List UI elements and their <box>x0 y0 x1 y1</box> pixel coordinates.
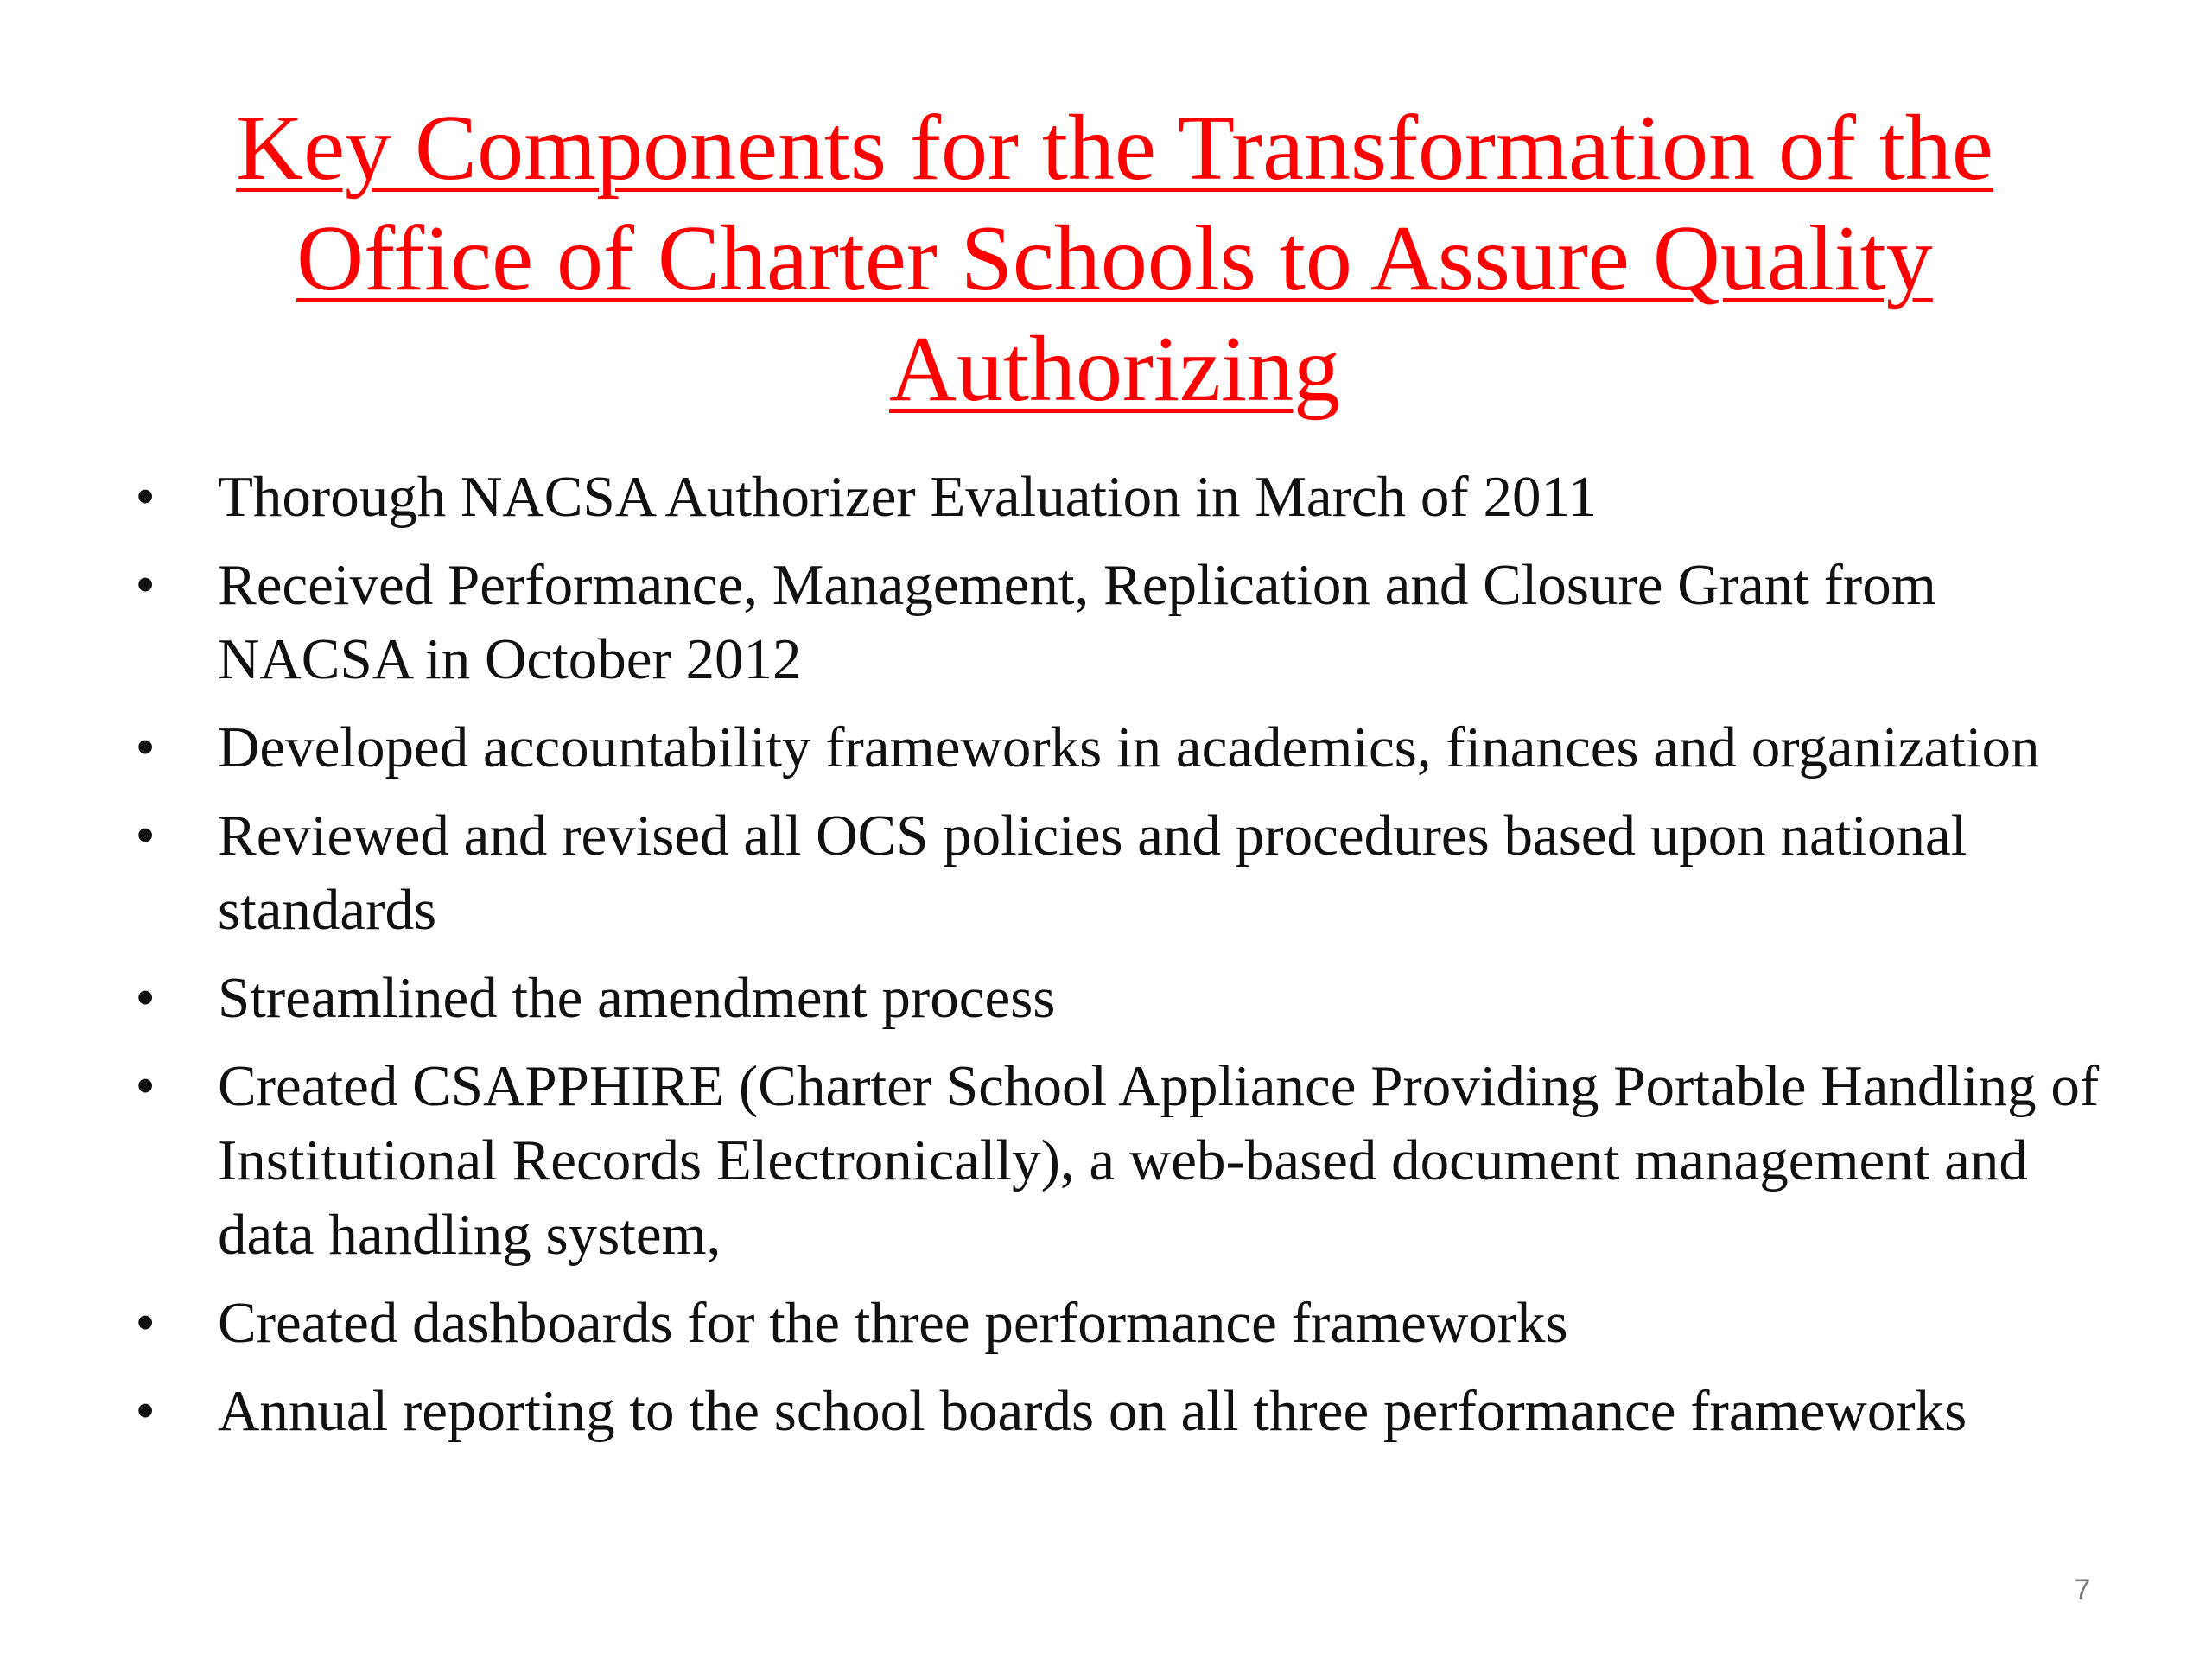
slide-title <box>173 93 2056 425</box>
bullet-text: Reviewed and revised all OCS policies and procedures based upon national standards <box>218 804 1967 942</box>
bullet-item <box>121 961 2134 1035</box>
bullet-text: Developed accountability frameworks in academics, finances and organization <box>218 715 2040 779</box>
slide-title-line-1: Key Components for the Transformation of the <box>236 97 1993 200</box>
bullet-icon: • <box>137 1382 155 1439</box>
bullet-item <box>121 1049 2134 1272</box>
bullet-item <box>121 710 2134 785</box>
bullet-icon: • <box>137 969 155 1026</box>
page-number: 7 <box>2074 1573 2091 1606</box>
bullet-text: Thorough NACSA Authorizer Evaluation in March of 2011 <box>218 465 1597 529</box>
bullet-item <box>121 548 2134 696</box>
bullet-item <box>121 1374 2134 1448</box>
bullet-icon: • <box>137 807 155 863</box>
bullet-icon: • <box>137 1058 155 1114</box>
bullet-list <box>121 460 2134 1462</box>
bullet-item <box>121 460 2134 534</box>
bullet-text: Created CSAPPHIRE (Charter School Appliance Providing Portable Handling of Institutional Records Electronically), a web-based document management and data handling system, <box>218 1054 2100 1267</box>
bullet-text: Streamlined the amendment process <box>218 966 1056 1030</box>
bullet-text: Received Performance, Management, Replication and Closure Grant from NACSA in October 2012 <box>218 553 1936 691</box>
slide-title-line-3: Authorizing <box>889 318 1340 421</box>
bullet-text: Created dashboards for the three performance frameworks <box>218 1291 1568 1355</box>
bullet-icon: • <box>137 1294 155 1351</box>
bullet-icon: • <box>137 468 155 524</box>
bullet-icon: • <box>137 556 155 613</box>
bullet-item <box>121 1286 2134 1360</box>
bullet-icon: • <box>137 719 155 775</box>
bullet-text: Annual reporting to the school boards on all three performance frameworks <box>218 1379 1967 1443</box>
slide-title-line-2: Office of Charter Schools to Assure Quality <box>296 207 1933 310</box>
bullet-item <box>121 798 2134 947</box>
